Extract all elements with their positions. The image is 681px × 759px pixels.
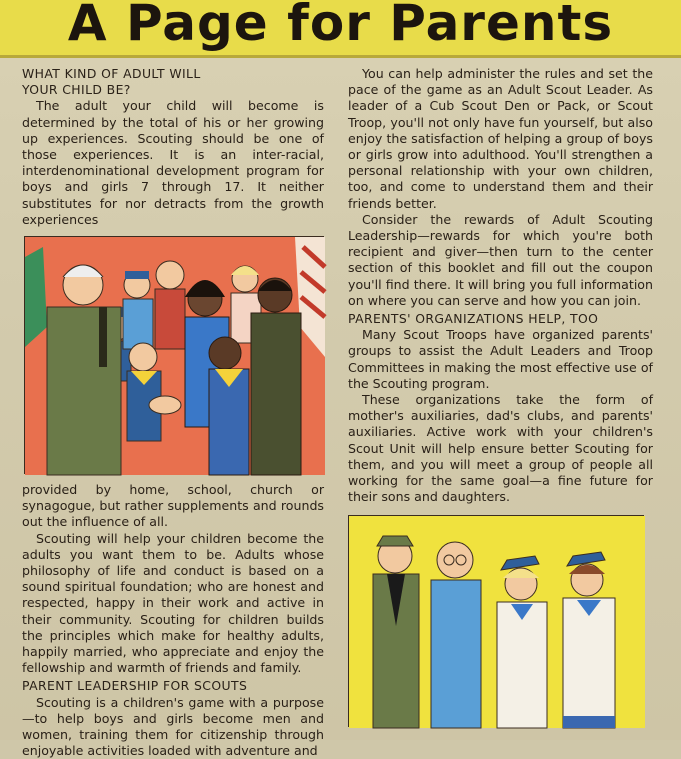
left-column — [22, 66, 324, 759]
paragraph-rewards: Consider the rewards of Adult Scouting Leadership—rewards for which you're both recipient and giver—then turn to the center section of this booklet and fill out the coupon you'll find there. It will bring you full information on where you can serve and how you can join. — [348, 211, 653, 308]
page-title: A Page for Parents — [67, 0, 614, 52]
section-heading-adult: WHAT KIND OF ADULT WILL YOUR CHILD BE? — [22, 66, 201, 98]
paragraph-scouting-helps: Scouting will help your children become the adults you want them to be. Adults whose philosophy of life and conduct is based on a sound spiritual foundation; who are honest and respected, happy in their work and active in their community. Scouting for children builds the principles which make for healthy adults, happily married, who appreciate and enjoy the fellowship and warmth of friends and family. — [22, 530, 324, 676]
paragraph-parents-groups: Many Scout Troops have organized parents' groups to assist the Adult Leaders and Troop Committees in making the most effective use of the Scouting program. — [348, 327, 653, 391]
paragraph-adult-continued: provided by home, school, church or synagogue, but rather supplements and rounds out the influence of all. — [22, 482, 324, 530]
paragraph-adult-scout-leader: You can help administer the rules and set the pace of the game as an Adult Scout Leader. As leader of a Cub Scout Den or Pack, or Scout Troop, you'll not only have fun yourself, but also enjoy the satisfaction of helping a group of boys or girls grow into adulthood. You'll strengthen a personal relationship with your own children, too, and come to understand them and their friends better. — [348, 66, 653, 211]
right-column — [348, 66, 653, 727]
section-heading-parent-leadership: PARENT LEADERSHIP FOR SCOUTS — [22, 678, 248, 694]
illustration-scout-leader-handshake — [24, 236, 324, 474]
scouts-thinking-picture — [349, 516, 645, 728]
paragraph-childrens-game: Scouting is a children's game with a purpose—to help boys and girls become men and women, training them for citizenship through enjoyable activities loaded with adventure and — [22, 694, 324, 759]
illustration-thinking-scouts — [348, 515, 644, 727]
paragraph-organizations-form: These organizations take the form of mother's auxiliaries, dad's clubs, and parents' auxiliaries. Active work with your children's Scout Unit will help ensure better Scouting for them, and you will meet a group of people all working for the same goal—a fine future for their sons and daughters. — [348, 392, 653, 505]
section-heading-parents-organizations: PARENTS' ORGANIZATIONS HELP, TOO — [348, 311, 599, 327]
paragraph-adult-intro: The adult your child will become is determined by the total of his or her growing up experiences. Scouting should be one of those experiences. It is an inter-racial, interdenominational development program for boys and girls 7 through 17. It neither substitutes for nor detracts from the growth experiences — [22, 98, 324, 227]
title-banner — [0, 0, 681, 58]
scout-group-picture — [25, 237, 325, 475]
